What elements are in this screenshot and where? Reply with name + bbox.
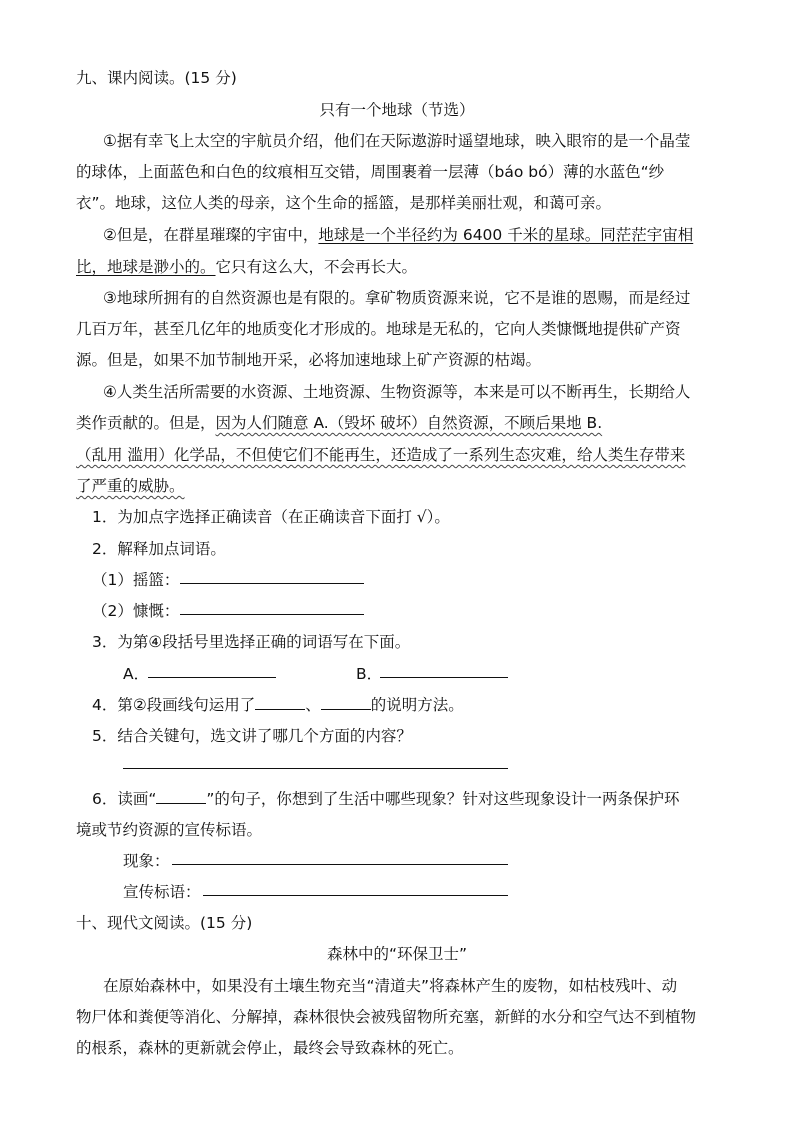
- para-2-text-end: 它只有这么大，不会再长大。: [215, 258, 418, 276]
- answer-blank-4-a[interactable]: [255, 695, 305, 710]
- question-3: 3．为第④段括号里选择正确的词语写在下面。: [92, 633, 411, 651]
- passage-title: 只有一个地球（节选）: [319, 101, 475, 119]
- underlined-sentence-end: 比，地球是渺小的。: [76, 258, 216, 276]
- question-3-b-label: B．: [356, 665, 383, 683]
- slogan-label: 宣传标语：: [123, 883, 201, 901]
- para-2-line-2: [76, 255, 417, 277]
- para-2-1-line-3: 的根系，森林的更新就会停止，最终会导致森林的死亡。: [76, 1039, 464, 1057]
- answer-blank-2-1[interactable]: [180, 583, 364, 584]
- question-6-line-2: 境或节约资源的宣传标语。: [76, 821, 263, 839]
- question-6-text-2: ”的句子，你想到了生活中哪些现象？针对这些现象设计一两条保护环: [206, 790, 680, 808]
- para-4-line-2: [76, 411, 602, 433]
- question-6-text: 6．读画“: [92, 790, 157, 808]
- wavy-sentence: 因为人们随意 A.（毁坏 破坏）自然资源，不顾后果地 B.: [215, 414, 603, 432]
- para-4-line-4: 了严重的威胁。: [76, 477, 185, 495]
- question-4: [92, 693, 464, 715]
- question-4-text: 4．第②段画线句运用了: [92, 696, 256, 714]
- question-6-blank: [156, 789, 206, 804]
- answer-blank-3-a[interactable]: [148, 677, 276, 678]
- section-10-heading: 十、现代文阅读。(15 分): [76, 914, 253, 932]
- passage-2-title: 森林中的“环保卫士”: [326, 945, 468, 963]
- answer-blank-slogan[interactable]: [203, 895, 508, 896]
- para-2-1-line-2: 物尸体和粪便等消化、分解掉，森林很快会被残留物所充塞，新鲜的水分和空气达不到植物: [76, 1008, 697, 1026]
- para-3-line-1: ③地球所拥有的自然资源也是有限的。拿矿物质资源来说，它不是谁的恩赐，而是经过: [103, 289, 691, 307]
- answer-blank-4-b[interactable]: [321, 695, 371, 710]
- question-3-a-label: A．: [123, 665, 150, 683]
- answer-blank-phenomenon[interactable]: [172, 864, 508, 865]
- para-4-line-3: （乱用 滥用）化学品，不但使它们不能再生，还造成了一系列生态灾难，给人类生存带来: [76, 446, 686, 464]
- question-1: 1．为加点字选择正确读音（在正确读音下面打 √）。: [92, 508, 450, 526]
- question-4-sep: 、: [305, 696, 321, 714]
- question-6-line-1: [92, 787, 679, 809]
- section-9-heading: 九、课内阅读。(15 分): [76, 69, 237, 87]
- question-2-1-label: （1）摇篮：: [92, 571, 180, 589]
- question-5: 5．结合关键句，选文讲了哪几个方面的内容？: [92, 727, 412, 745]
- para-4-line-1: ④人类生活所需要的水资源、土地资源、生物资源等，本来是可以不断再生，长期给人: [103, 383, 691, 401]
- para-3-line-2: 几百万年，甚至几亿年的地质变化才形成的。地球是无私的，它向人类慷慨地提供矿产资: [76, 320, 681, 338]
- para-4-text: 类作贡献的。但是，: [76, 414, 216, 432]
- para-3-line-3: 源。但是，如果不加节制地开采，必将加速地球上矿产资源的枯竭。: [76, 351, 542, 369]
- para-1-line-1: ①据有幸飞上太空的宇航员介绍，他们在天际遨游时遥望地球，映入眼帘的是一个晶莹: [103, 132, 691, 150]
- question-4-text-end: 的说明方法。: [370, 696, 464, 714]
- para-2-line-1: [103, 223, 693, 245]
- question-2-2-label: （2）慷慨：: [92, 602, 180, 620]
- para-2-1-line-1: 在原始森林中，如果没有土壤生物充当“清道夫”将森林产生的废物，如枯枝残叶、动: [103, 977, 678, 995]
- para-2-text: ②但是，在群星璀璨的宇宙中，: [103, 226, 319, 244]
- para-1-line-2: 的球体，上面蓝色和白色的纹痕相互交错，周围裹着一层薄（báo bó）薄的水蓝色“纱: [76, 163, 665, 181]
- underlined-sentence: 地球是一个半径约为 6400 千米的星球。同茫茫宇宙相: [318, 226, 694, 244]
- answer-blank-5[interactable]: [123, 768, 508, 769]
- para-1-line-3: 衣”。地球，这位人类的母亲，这个生命的摇篮，是那样美丽壮观，和蔼可亲。: [76, 194, 612, 212]
- phenomenon-label: 现象：: [123, 852, 170, 870]
- answer-blank-3-b[interactable]: [380, 677, 508, 678]
- answer-blank-2-2[interactable]: [180, 614, 364, 615]
- question-2: 2．解释加点词语。: [92, 540, 226, 558]
